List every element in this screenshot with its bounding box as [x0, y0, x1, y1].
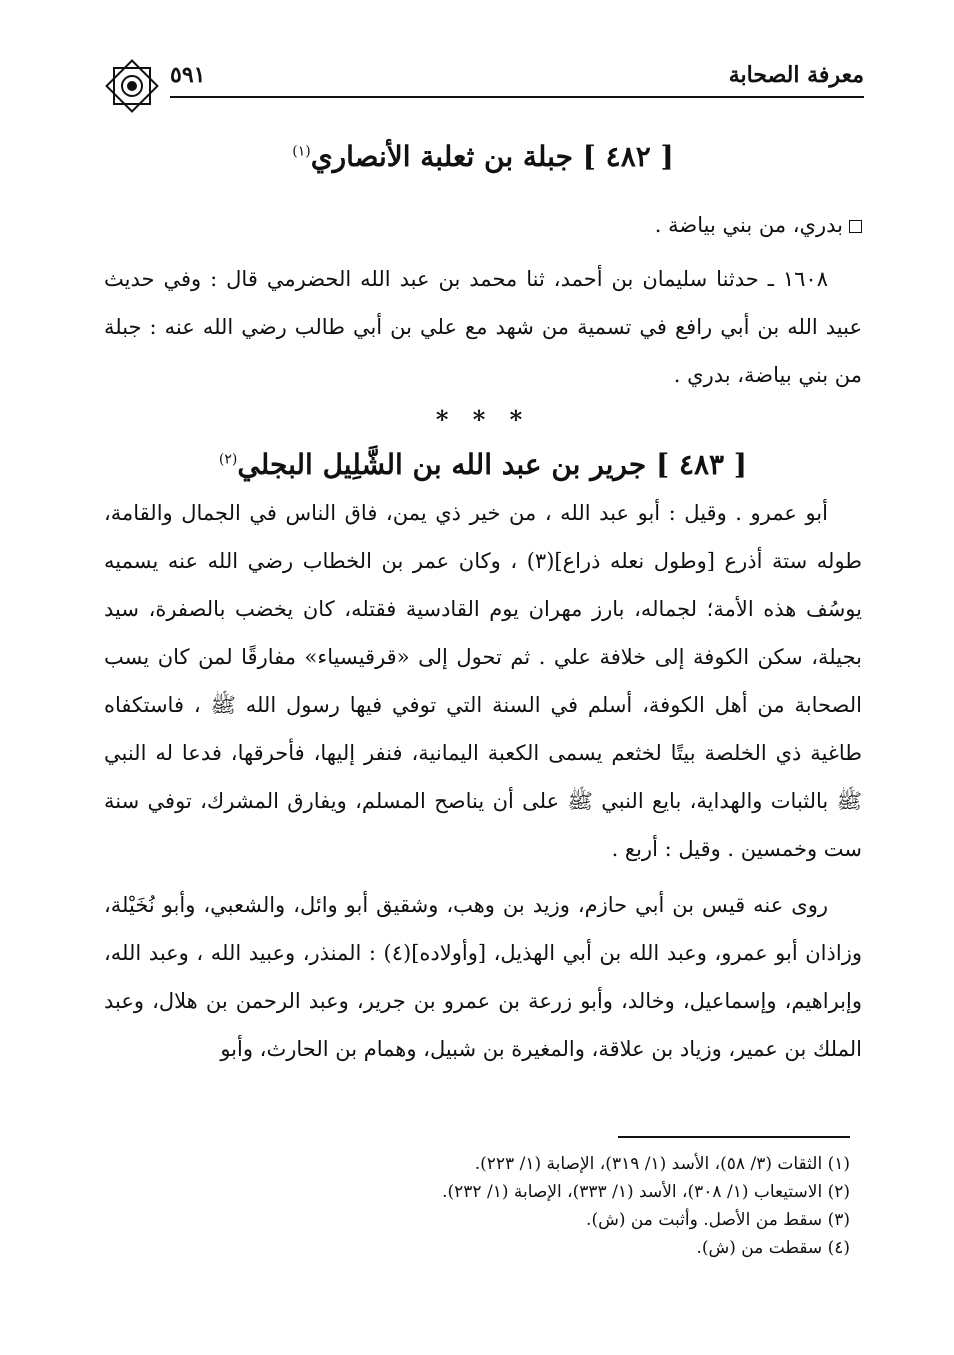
footnote: (١) الثقات (٣/ ٥٨)، الأسد (١/ ٣١٩)، الإصابة (١/ ٢٢٣).	[474, 1154, 850, 1174]
footnotes	[150, 1150, 850, 1262]
entry-title: [ ٤٨٣ ] جرير بن عبد الله بن الشَّلِيل البجلي	[237, 448, 748, 481]
footnote-ref: (١)	[292, 143, 311, 160]
footnote: (٢) الاستيعاب (١/ ٣٠٨)، الأسد (١/ ٣٣٣)، الإصابة (١/ ٢٣٢).	[442, 1182, 850, 1202]
running-title: معرفة الصحابة	[728, 62, 864, 88]
intro-text: بدري، من بني بياضة .	[654, 213, 843, 237]
square-bullet-icon	[849, 220, 862, 233]
section-separator: * * *	[435, 405, 531, 434]
header-rule	[170, 96, 864, 98]
entry-heading	[104, 140, 862, 173]
footnote-rule	[618, 1136, 850, 1138]
biography-paragraph: أبو عمرو . وقيل : أبو عبد الله ، من خير ذي يمن، فاق الناس في الجمال والقامة، طوله ستة أذرع [وطول نعله ذراع](٣) ، وكان عمر بن الخطاب رضي الله عنه يسميه يوسُف هذه الأمة؛ لجماله، بارز مهران يوم القادسية فقتله، كان يخضب بالصفرة، سيد بجيلة، سكن الكوفة إلى خلافة علي . ثم تحول إلى «قرقيسياء» مفارقًا لمن كان يسب الصحابة من أهل الكوفة، أسلم في السنة التي توفي فيها رسول الله ﷺ ، فاستكفاه طاغية ذي الخلصة بيتًا لخثعم يسمى الكعبة اليمانية، فنفر إليها، فأحرقها، فدعا له النبي ﷺ بالثبات والهداية، بايع النبي ﷺ على أن يناصح المسلم، ويفارق المشرك، توفي سنة ست وخمسين . وقيل : أربع .	[104, 501, 863, 861]
octagram-ornament-icon	[100, 54, 164, 118]
footnote: (٤) سقطت من (ش).	[696, 1238, 850, 1258]
entry-intro	[104, 201, 862, 249]
footnote: (٣) سقط من الأصل. وأثبت من (ش).	[586, 1210, 850, 1230]
footnote-ref: (٢)	[218, 451, 238, 468]
entry-title: [ ٤٨٢ ] جبلة بن ثعلبة الأنصاري	[310, 140, 674, 173]
hadith-paragraph: ١٦٠٨ ـ حدثنا سليمان بن أحمد، ثنا محمد بن عبد الله الحضرمي قال : وفي حديث عبيد الله بن أبي رافع في تسمية من شهد مع علي بن أبي طالب رضي الله عنه : جبلة من بني بياضة، بدري .	[104, 267, 862, 387]
page-body	[104, 140, 862, 1073]
page-header	[100, 58, 864, 98]
page-number: ٥٩١	[170, 62, 206, 88]
entry-heading	[104, 448, 862, 481]
narrators-paragraph: روى عنه قيس بن أبي حازم، وزيد بن وهب، وشقيق أبو وائل، والشعبي، وأبو نُخَيْلة، وزاذان أبو عمرو، وعبد الله بن أبي الهذيل، [وأولاده](٤) : المنذر، وعبيد الله ، وعبد الله، وإبراهيم، وإسماعيل، وخالد، وأبو زرعة بن عمرو بن جرير، وعبد الرحمن بن هلال، وعبد الملك بن عمير، وزياد بن علاقة، والمغيرة بن شبيل، وهمام بن الحارث، وأبو	[104, 893, 862, 1061]
